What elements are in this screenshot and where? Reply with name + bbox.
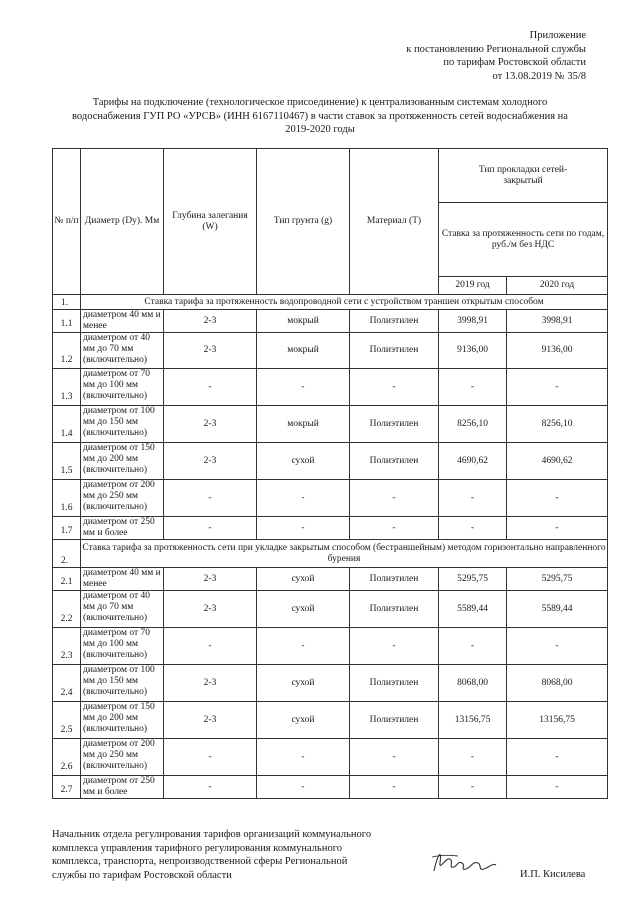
depth-cell: 2-3 [164,568,257,591]
depth-cell: 2-3 [164,665,257,702]
header-rate: Ставка за протяженность сети по годам, руб./м без НДС [439,203,608,277]
rate-2019-cell: - [439,628,507,665]
header-soil: Тип грунта (g) [257,149,350,295]
footer-line: комплекса управления тарифного регулирования коммунального [52,842,342,854]
section-number: 2. [53,540,81,568]
soil-cell: - [257,739,350,776]
diameter-cell: диаметром от 250 мм и более [81,776,164,799]
rate-2019-cell: 9136,00 [439,333,507,369]
diameter-cell: диаметром 40 мм и менее [81,568,164,591]
diameter-cell: диаметром от 200 мм до 250 мм (включительно) [81,480,164,517]
rate-2020-cell: 3998,91 [507,310,608,333]
table-row [53,591,608,628]
diameter-cell: диаметром от 150 мм до 200 мм (включительно) [81,443,164,480]
row-number: 1.2 [53,333,81,369]
rate-2019-cell: 4690,62 [439,443,507,480]
soil-cell: сухой [257,665,350,702]
depth-cell: 2-3 [164,310,257,333]
rate-2020-cell: 9136,00 [507,333,608,369]
rate-2020-cell: 8256,10 [507,406,608,443]
rate-2019-cell: 3998,91 [439,310,507,333]
rate-2019-cell: 5295,75 [439,568,507,591]
signer-name: И.П. Кисилева [520,869,586,880]
row-number: 2.1 [53,568,81,591]
diameter-cell: диаметром от 40 мм до 70 мм (включительно) [81,591,164,628]
row-number: 1.3 [53,369,81,406]
table-row [53,665,608,702]
depth-cell: - [164,776,257,799]
material-cell: Полиэтилен [350,443,439,480]
row-number: 2.5 [53,702,81,739]
table-row [53,568,608,591]
depth-cell: - [164,480,257,517]
row-number: 1.6 [53,480,81,517]
appendix-line: к постановлению Региональной службы [406,43,586,55]
rate-2019-cell: - [439,517,507,540]
depth-cell: - [164,369,257,406]
rate-2019-cell: 13156,75 [439,702,507,739]
header-laying: Тип прокладки сетей- закрытый [439,149,608,203]
section-number: 1. [53,295,81,310]
soil-cell: сухой [257,591,350,628]
material-cell: Полиэтилен [350,568,439,591]
header-material: Материал (T) [350,149,439,295]
rate-2020-cell: - [507,776,608,799]
section-row [53,295,608,310]
row-number: 2.7 [53,776,81,799]
diameter-cell: диаметром от 40 мм до 70 мм (включительно) [81,333,164,369]
material-cell: Полиэтилен [350,665,439,702]
soil-cell: мокрый [257,310,350,333]
document-title: Тарифы на подключение (технологическое присоединение) к централизованным системам холодного водоснабжения ГУП РО «УРСВ» (ИНН 6167110467) в части ставок за протяженность сетей водоснабжения на 2019-2020 годы [72,97,568,135]
depth-cell: 2-3 [164,443,257,480]
rate-2020-cell: 8068,00 [507,665,608,702]
depth-cell: 2-3 [164,333,257,369]
rate-2019-cell: - [439,369,507,406]
soil-cell: мокрый [257,333,350,369]
appendix-line: Приложение [529,30,586,41]
rate-2019-cell: 8068,00 [439,665,507,702]
section-row [53,540,608,568]
tariff-table [52,148,608,799]
diameter-cell: диаметром от 250 мм и более [81,517,164,540]
soil-cell: - [257,480,350,517]
soil-cell: - [257,369,350,406]
diameter-cell: диаметром от 100 мм до 150 мм (включительно) [81,665,164,702]
depth-cell: 2-3 [164,702,257,739]
soil-cell: сухой [257,702,350,739]
table-row [53,776,608,799]
table-row [53,517,608,540]
header-depth: Глубина залегания (W) [164,149,257,295]
depth-cell: 2-3 [164,406,257,443]
diameter-cell: диаметром от 150 мм до 200 мм (включительно) [81,702,164,739]
header-year-2020: 2020 год [507,277,608,295]
table-row [53,480,608,517]
material-cell: - [350,776,439,799]
rate-2020-cell: - [507,517,608,540]
material-cell: - [350,517,439,540]
row-number: 1.7 [53,517,81,540]
row-number: 2.4 [53,665,81,702]
depth-cell: 2-3 [164,591,257,628]
material-cell: Полиэтилен [350,333,439,369]
rate-2020-cell: - [507,739,608,776]
material-cell: Полиэтилен [350,310,439,333]
soil-cell: - [257,517,350,540]
row-number: 2.2 [53,591,81,628]
row-number: 1.1 [53,310,81,333]
row-number: 1.5 [53,443,81,480]
footer-line: комплекса, транспорта, непроизводственной сферы Региональной [52,856,348,867]
material-cell: - [350,628,439,665]
rate-2019-cell: 5589,44 [439,591,507,628]
material-cell: Полиэтилен [350,591,439,628]
diameter-cell: диаметром от 100 мм до 150 мм (включительно) [81,406,164,443]
depth-cell: - [164,628,257,665]
soil-cell: - [257,776,350,799]
rate-2020-cell: 5589,44 [507,591,608,628]
rate-2020-cell: - [507,480,608,517]
material-cell: - [350,369,439,406]
row-number: 2.3 [53,628,81,665]
footer-line: службы по тарифам Ростовской области [52,869,232,881]
appendix-line: по тарифам Ростовской области [443,57,586,68]
rate-2020-cell: 4690,62 [507,443,608,480]
table-row [53,369,608,406]
footer-line: Начальник отдела регулирования тарифов организаций коммунального [52,829,372,840]
rate-2019-cell: 8256,10 [439,406,507,443]
depth-cell: - [164,739,257,776]
diameter-cell: диаметром 40 мм и менее [81,310,164,333]
soil-cell: сухой [257,443,350,480]
header-num: № п/п [53,149,81,295]
material-cell: Полиэтилен [350,406,439,443]
rate-2019-cell: - [439,739,507,776]
rate-2020-cell: - [507,369,608,406]
table-row [53,443,608,480]
table-row [53,739,608,776]
diameter-cell: диаметром от 70 мм до 100 мм (включительно) [81,369,164,406]
rate-2020-cell: 5295,75 [507,568,608,591]
table-row [53,333,608,369]
footer-block [52,828,371,882]
section-title: Ставка тарифа за протяженность водопроводной сети с устройством траншеи открытым способом [81,295,608,310]
row-number: 2.6 [53,739,81,776]
section-title: Ставка тарифа за протяженность сети при укладке закрытым способом (бестраншейным) методом горизонтально направленного бурения [81,540,608,568]
material-cell: - [350,739,439,776]
soil-cell: - [257,628,350,665]
appendix-block [406,29,586,83]
depth-cell: - [164,517,257,540]
material-cell: - [350,480,439,517]
material-cell: Полиэтилен [350,702,439,739]
table-row [53,310,608,333]
table-row [53,702,608,739]
rate-2019-cell: - [439,776,507,799]
header-diameter: Диаметр (Dу). Мм [81,149,164,295]
signature-icon [428,843,500,879]
soil-cell: сухой [257,568,350,591]
appendix-line: от 13.08.2019 № 35/8 [492,70,586,82]
rate-2020-cell: 13156,75 [507,702,608,739]
rate-2019-cell: - [439,480,507,517]
row-number: 1.4 [53,406,81,443]
soil-cell: мокрый [257,406,350,443]
table-row [53,628,608,665]
diameter-cell: диаметром от 70 мм до 100 мм (включительно) [81,628,164,665]
rate-2020-cell: - [507,628,608,665]
header-year-2019: 2019 год [439,277,507,295]
table-row [53,406,608,443]
diameter-cell: диаметром от 200 мм до 250 мм (включительно) [81,739,164,776]
